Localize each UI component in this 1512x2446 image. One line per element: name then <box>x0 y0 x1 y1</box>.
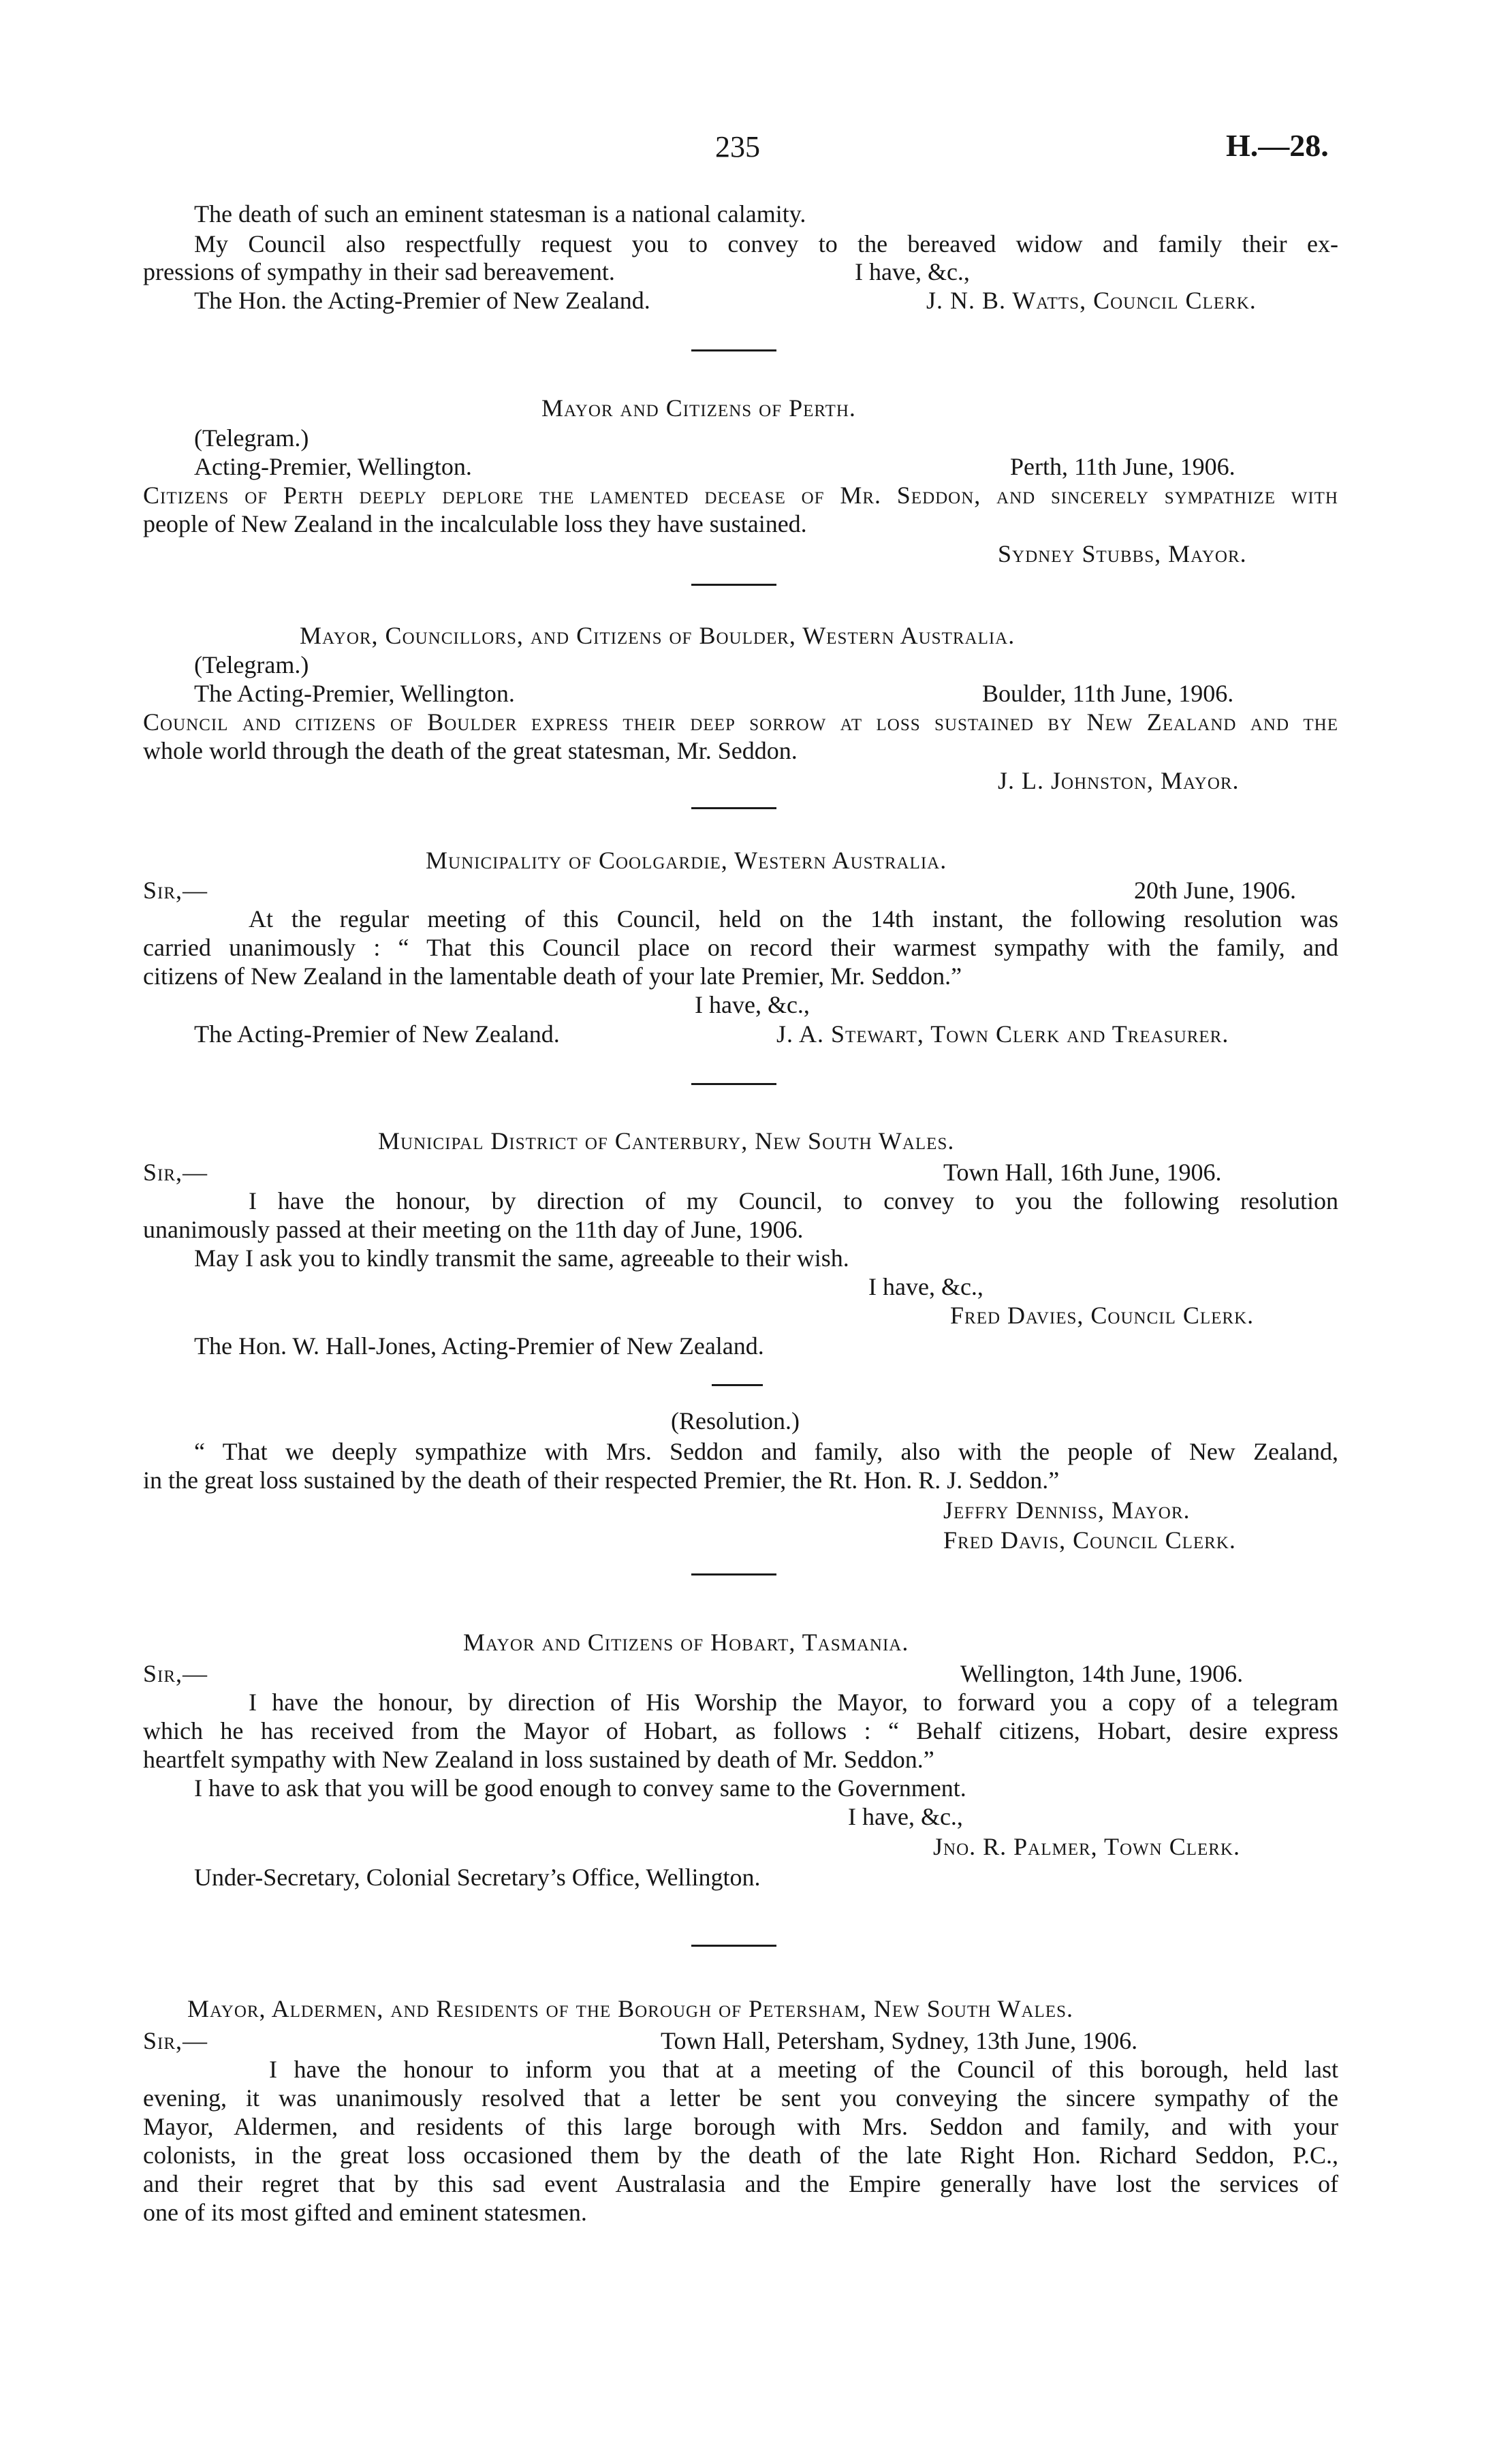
body-text: people of New Zealand in the incalculable loss they have sustained. <box>143 510 807 537</box>
addressee: Under-Secretary, Colonial Secretary’s Office, Wellington. <box>194 1864 761 1891</box>
dateline: 20th June, 1906. <box>1134 877 1296 904</box>
signature: Fred Davis, Council Clerk. <box>943 1526 1236 1554</box>
intro-line: pressions of sympathy in their sad bereavement. <box>143 258 615 285</box>
salutation: Sir,— <box>143 1159 208 1186</box>
section-divider <box>691 1573 776 1575</box>
body-text: heartfelt sympathy with New Zealand in loss sustained by death of Mr. Seddon.” <box>143 1746 934 1773</box>
document-reference: H.—28. <box>1226 128 1329 163</box>
body-text: one of its most gifted and eminent statesmen. <box>143 2199 587 2226</box>
body-text: I have the honour, by direction of my Council, to convey to you the following resolution <box>249 1187 1338 1214</box>
body-text: I have the honour, by direction of His Worship the Mayor, to forward you a copy of a telegram <box>249 1689 1338 1716</box>
closing: I have, &c., <box>695 991 810 1018</box>
section-heading: Mayor, Councillors, and Citizens of Boulder, Western Australia. <box>300 622 1015 649</box>
section-heading: Municipal District of Canterbury, New South Wales. <box>378 1127 955 1155</box>
section-heading: Mayor and Citizens of Perth. <box>541 394 856 422</box>
salutation: Sir,— <box>143 877 208 904</box>
body-text: unanimously passed at their meeting on the 11th day of June, 1906. <box>143 1216 804 1243</box>
telegram-label: (Telegram.) <box>194 424 309 452</box>
addressee: The Hon. W. Hall-Jones, Acting-Premier of New Zealand. <box>194 1332 764 1360</box>
body-text: which he has received from the Mayor of Hobart, as follows : “ Behalf citizens, Hobart, desire express <box>143 1717 1338 1744</box>
addressee: The Acting-Premier, Wellington. <box>194 680 515 707</box>
closing: I have, &c., <box>855 258 970 285</box>
section-heading: Municipality of Coolgardie, Western Australia. <box>426 847 947 874</box>
signature: J. L. Johnston, Mayor. <box>998 767 1240 794</box>
section-heading: Mayor and Citizens of Hobart, Tasmania. <box>463 1629 909 1656</box>
resolution-text: “ That we deeply sympathize with Mrs. Seddon and family, also with the people of New Zealand, <box>194 1438 1338 1465</box>
body-text: I have to ask that you will be good enough to convey same to the Government. <box>194 1774 966 1802</box>
intro-line: My Council also respectfully request you to convey to the bereaved widow and family their ex- <box>194 230 1338 257</box>
addressee: The Acting-Premier of New Zealand. <box>194 1020 560 1048</box>
body-text: evening, it was unanimously resolved that a letter be sent you conveying the sincere sympathy of the <box>143 2084 1338 2112</box>
body-text: I have the honour to inform you that at a meeting of the Council of this borough, held last <box>269 2056 1338 2083</box>
body-text: Council and citizens of Boulder express their deep sorrow at loss sustained by New Zealand and the <box>143 708 1338 736</box>
body-text: citizens of New Zealand in the lamentable death of your late Premier, Mr. Seddon.” <box>143 962 962 990</box>
addressee: Acting-Premier, Wellington. <box>194 453 472 480</box>
signature: Sydney Stubbs, Mayor. <box>998 540 1247 567</box>
section-heading: Mayor, Aldermen, and Residents of the Borough of Petersham, New South Wales. <box>187 1995 1073 2022</box>
telegram-label: (Telegram.) <box>194 651 309 678</box>
signature: Jno. R. Palmer, Town Clerk. <box>933 1833 1240 1860</box>
body-text: At the regular meeting of this Council, held on the 14th instant, the following resolution was <box>249 905 1338 932</box>
body-text: colonists, in the great loss occasioned them by the death of the late Right Hon. Richard Seddon, P.C., <box>143 2142 1338 2169</box>
addressee: The Hon. the Acting-Premier of New Zealand. <box>194 287 650 314</box>
signature: J. N. B. Watts, Council Clerk. <box>926 287 1257 314</box>
closing: I have, &c., <box>868 1273 983 1300</box>
body-text: Mayor, Aldermen, and residents of this large borough with Mrs. Seddon and family, and with your <box>143 2113 1338 2140</box>
body-text: whole world through the death of the great statesman, Mr. Seddon. <box>143 737 798 764</box>
section-divider <box>691 584 776 586</box>
closing: I have, &c., <box>848 1803 963 1830</box>
signature: J. A. Stewart, Town Clerk and Treasurer. <box>776 1020 1229 1048</box>
resolution-text: in the great loss sustained by the death of their respected Premier, the Rt. Hon. R. J. Seddon.” <box>143 1467 1060 1494</box>
body-text: Citizens of Perth deeply deplore the lamented decease of Mr. Seddon, and sincerely sympathize with <box>143 482 1338 509</box>
page-number: 235 <box>715 130 760 163</box>
salutation: Sir,— <box>143 1660 208 1687</box>
body-text: and their regret that by this sad event Australasia and the Empire generally have lost the services of <box>143 2170 1338 2197</box>
dateline: Perth, 11th June, 1906. <box>1010 453 1235 480</box>
dateline: Town Hall, Petersham, Sydney, 13th June, 1906. <box>661 2027 1138 2054</box>
section-divider <box>691 1945 776 1947</box>
body-text: May I ask you to kindly transmit the same, agreeable to their wish. <box>194 1244 849 1272</box>
signature: Jeffry Denniss, Mayor. <box>943 1496 1191 1524</box>
section-divider <box>712 1384 763 1386</box>
signature: Fred Davies, Council Clerk. <box>950 1302 1255 1329</box>
dateline: Boulder, 11th June, 1906. <box>982 680 1234 707</box>
dateline: Wellington, 14th June, 1906. <box>960 1660 1244 1687</box>
section-divider <box>691 349 776 351</box>
body-text: carried unanimously : “ That this Council place on record their warmest sympathy with the family, and <box>143 934 1338 961</box>
resolution-heading: (Resolution.) <box>671 1407 800 1434</box>
dateline: Town Hall, 16th June, 1906. <box>943 1159 1222 1186</box>
salutation: Sir,— <box>143 2027 208 2054</box>
section-divider <box>691 1083 776 1085</box>
intro-line: The death of such an eminent statesman is a national calamity. <box>194 200 806 228</box>
section-divider <box>691 807 776 809</box>
